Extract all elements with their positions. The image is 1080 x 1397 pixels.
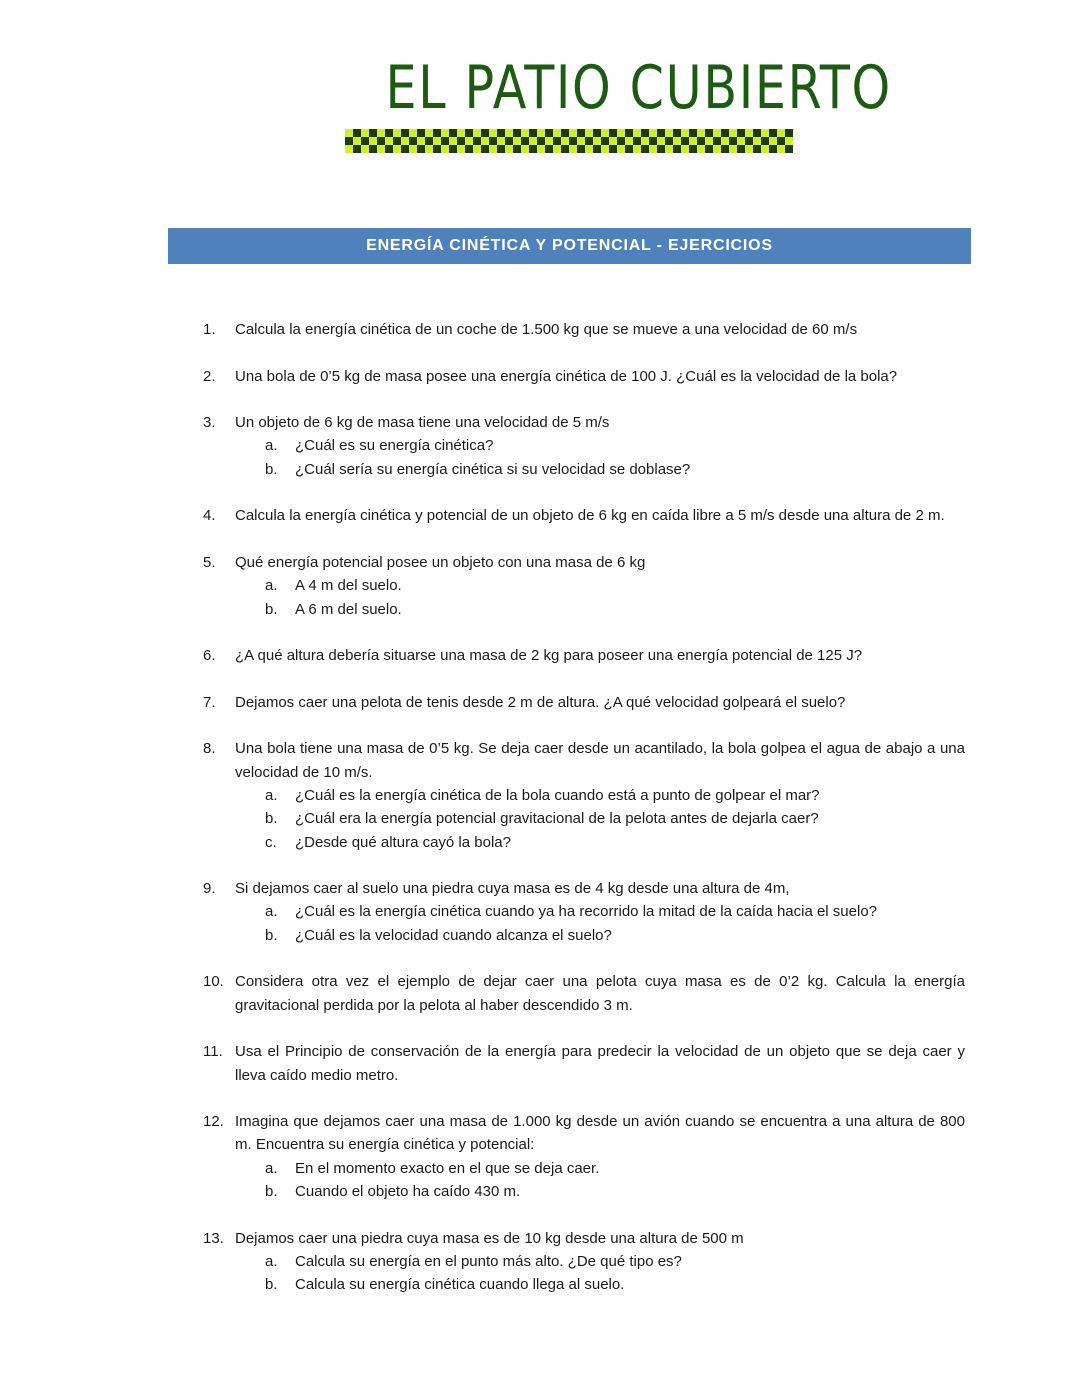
exercise-question: Una bola de 0’5 kg de masa posee una energía cinética de 100 J. ¿Cuál es la velocidad de la bola? [235,367,898,385]
exercise-question: ¿A qué altura debería situarse una masa de 2 kg para poseer una energía potencial de 125 J? [235,647,863,665]
sub-question-item [235,1157,965,1180]
sub-question-list [235,434,965,481]
worksheet-title: ENERGÍA CINÉTICA Y POTENCIAL - EJERCICIOS [366,237,773,254]
exercise-number: 2. [203,367,216,385]
exercise-item [203,644,965,667]
sub-question-text: ¿Desde qué altura cayó la bola? [295,833,511,851]
sub-question-item [235,574,965,597]
sub-question-text: ¿Cuál sería su energía cinética si su velocidad se doblase? [295,460,691,478]
exercise-number: 10. [203,973,224,991]
sub-question-text: A 6 m del suelo. [295,600,402,618]
sub-question-item [235,924,965,947]
sub-question-letter: b. [265,1276,278,1294]
sub-question-list [235,900,965,947]
sub-question-text: ¿Cuál es la velocidad cuando alcanza el suelo? [295,926,612,944]
sub-question-item [235,784,965,807]
sub-question-text: A 4 m del suelo. [295,577,402,595]
exercise-item [203,365,965,388]
sub-question-item [235,1180,965,1203]
exercise-number: 12. [203,1113,224,1131]
sub-question-letter: c. [265,833,277,851]
exercise-number: 7. [203,693,216,711]
sub-question-letter: a. [265,1252,278,1270]
exercise-item [203,551,965,621]
exercise-number: 4. [203,507,216,525]
sub-question-text: Calcula su energía cinética cuando llega al suelo. [295,1276,625,1294]
sub-question-text: ¿Cuál es la energía cinética cuando ya ha recorrido la mitad de la caída hacia el suelo? [295,903,878,921]
exercise-item [203,318,965,341]
exercise-item [203,970,965,1017]
exercise-item [203,1227,965,1297]
exercise-number: 5. [203,553,216,571]
exercise-question: Dejamos caer una piedra cuya masa es de 10 kg desde una altura de 500 m [235,1229,744,1247]
sub-question-letter: a. [265,786,278,804]
sub-question-item [235,1273,965,1296]
sub-question-letter: b. [265,810,278,828]
exercise-item [203,1040,965,1087]
sub-question-text: En el momento exacto en el que se deja caer. [295,1159,600,1177]
exercise-item [203,877,965,947]
exercise-number: 1. [203,321,216,338]
exercise-question: Calcula la energía cinética y potencial de un objeto de 6 kg en caída libre a 5 m/s desde una altura de 2 m. [235,507,945,525]
sub-question-letter: b. [265,926,278,944]
exercise-item [203,411,965,481]
exercise-item [203,691,965,714]
sub-question-letter: a. [265,903,278,921]
sub-question-list [235,1250,965,1297]
exercise-question: Dejamos caer una pelota de tenis desde 2 m de altura. ¿A qué velocidad golpeará el suelo? [235,693,846,711]
exercise-number: 8. [203,740,216,758]
sub-question-item [235,1250,965,1273]
sub-question-item [235,434,965,457]
sub-question-text: ¿Cuál es la energía cinética de la bola cuando está a punto de golpear el mar? [295,786,820,804]
exercise-question: Usa el Principio de conservación de la energía para predecir la velocidad de un objeto que se deja caer y lleva caído medio metro. [235,1043,965,1084]
exercise-question: Un objeto de 6 kg de masa tiene una velocidad de 5 m/s [235,414,610,432]
sub-question-text: Calcula su energía en el punto más alto. ¿De qué tipo es? [295,1252,682,1270]
exercise-number: 11. [203,1043,223,1061]
sub-question-text: Cuando el objeto ha caído 430 m. [295,1182,521,1200]
exercise-item [203,1110,965,1203]
sub-question-letter: a. [265,437,278,455]
sub-question-item [235,807,965,830]
exercise-question: Qué energía potencial posee un objeto con una masa de 6 kg [235,553,646,571]
sub-question-list [235,1157,965,1204]
worksheet-title-bar [168,228,971,264]
sub-question-text: ¿Cuál era la energía potencial gravitacional de la pelota antes de dejarla caer? [295,810,819,828]
exercise-question: Considera otra vez el ejemplo de dejar caer una pelota cuya masa es de 0’2 kg. Calcula la energía gravitacional perdida por la pelota al haber descendido 3 m. [235,973,965,1014]
exercise-question: Imagina que dejamos caer una masa de 1.000 kg desde un avión cuando se encuentra a una altura de 800 m. Encuentra su energía cinética y potencial: [235,1113,965,1154]
sub-question-letter: a. [265,577,278,595]
exercise-number: 9. [203,880,216,898]
logo-checker-stripe [345,129,793,153]
sub-question-list [235,574,965,621]
exercise-question: Una bola tiene una masa de 0’5 kg. Se deja caer desde un acantilado, la bola golpea el agua de abajo a una velocidad de 10 m/s. [235,740,965,781]
exercise-question: Si dejamos caer al suelo una piedra cuya masa es de 4 kg desde una altura de 4m, [235,880,790,898]
sub-question-letter: b. [265,600,278,618]
exercise-question: Calcula la energía cinética de un coche de 1.500 kg que se mueve a una velocidad de 60 m/s [235,321,858,338]
sub-question-letter: b. [265,460,278,478]
sub-question-item [235,900,965,923]
sub-question-letter: b. [265,1182,278,1200]
logo [345,52,892,157]
exercise-item [203,504,965,527]
exercise-number: 3. [203,414,216,432]
exercise-list [203,318,965,1320]
exercise-item [203,737,965,853]
sub-question-letter: a. [265,1159,278,1177]
sub-question-item [235,598,965,621]
logo-title: EL PATIO CUBIERTO [385,53,892,123]
sub-question-list [235,784,965,854]
exercise-number: 13. [203,1229,224,1247]
sub-question-text: ¿Cuál es su energía cinética? [295,437,494,455]
sub-question-item [235,831,965,854]
exercise-number: 6. [203,647,216,665]
sub-question-item [235,458,965,481]
